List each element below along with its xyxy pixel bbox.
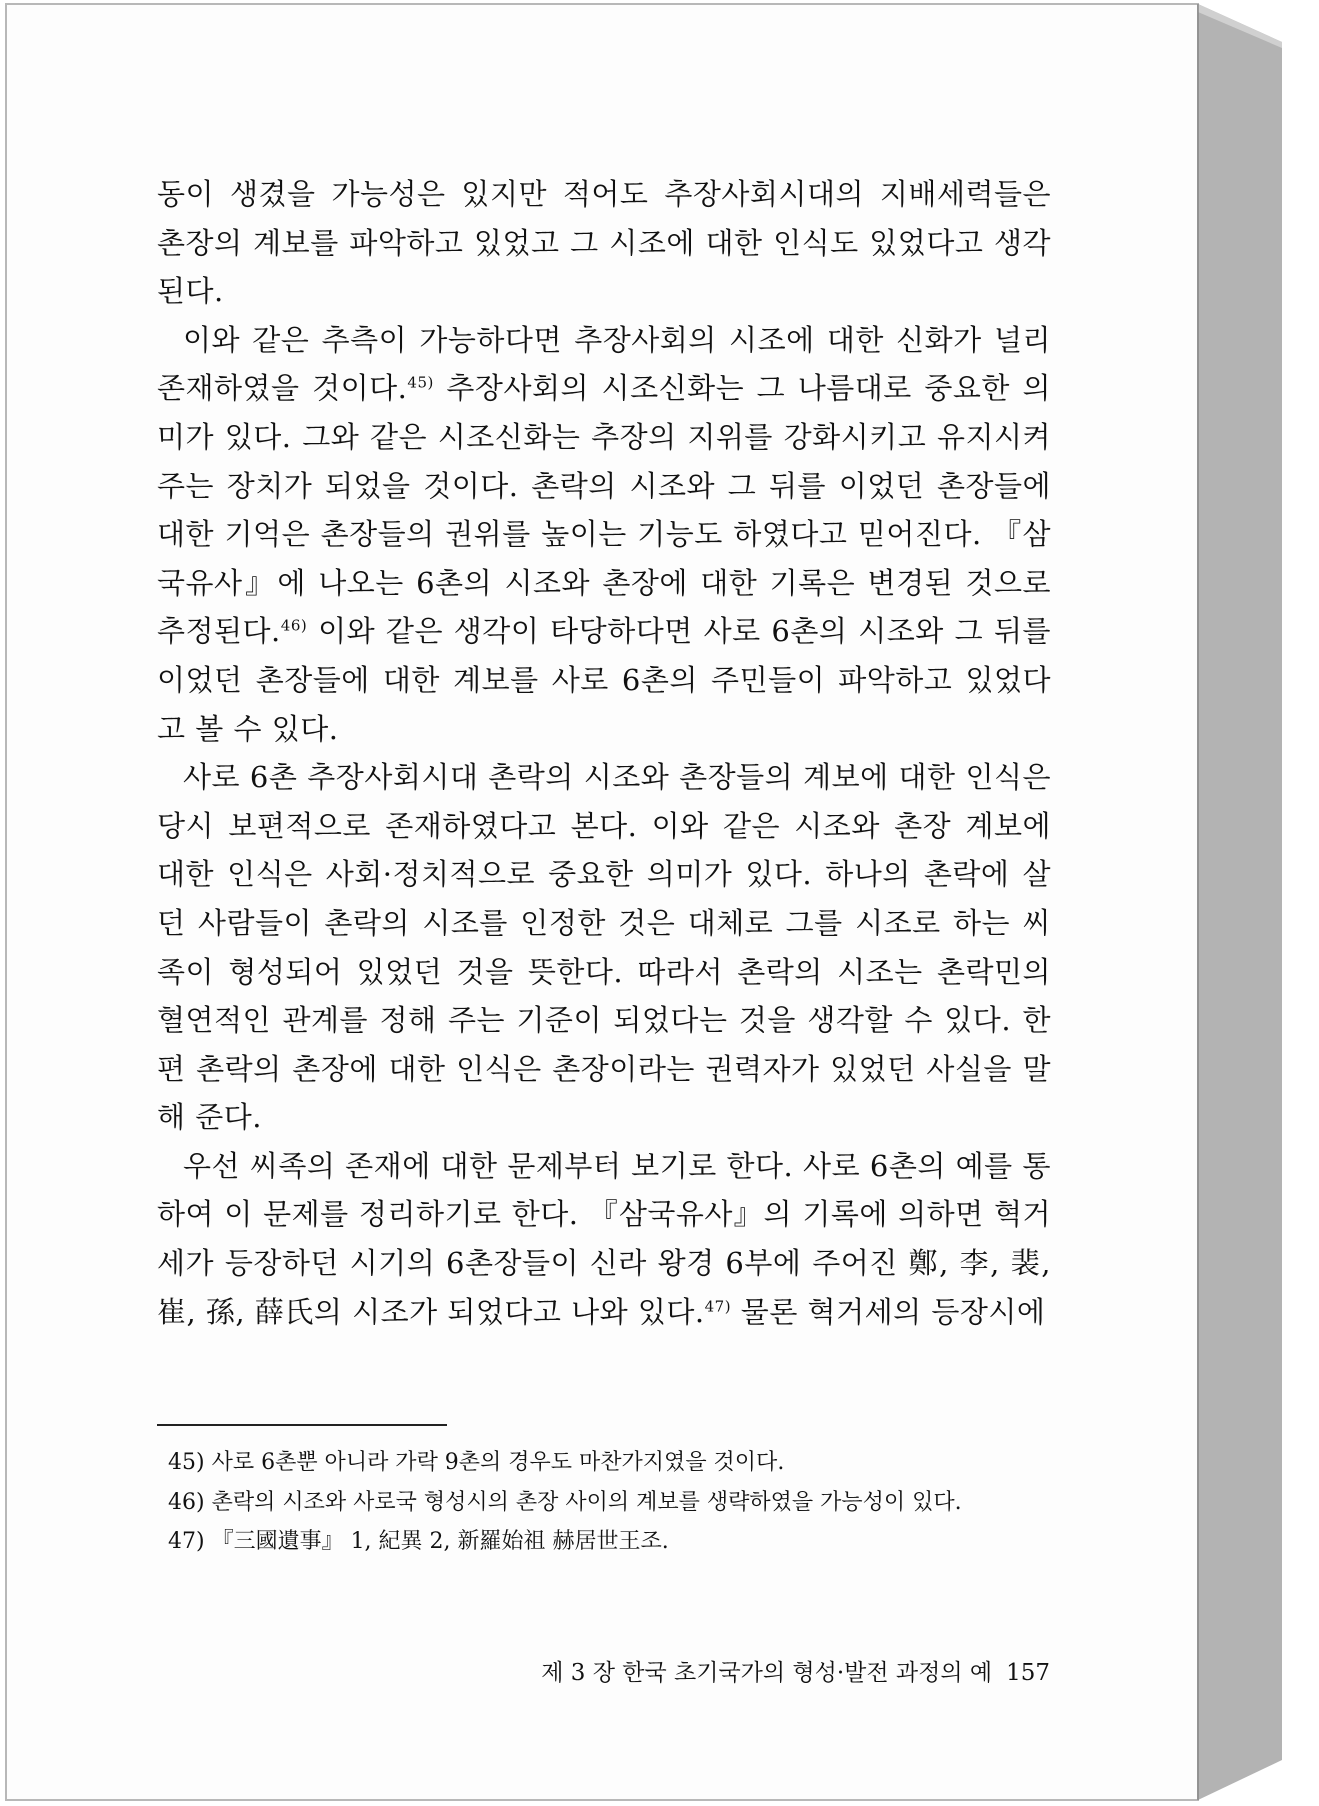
footnotes: [168, 1443, 1058, 1562]
paragraph-2-text-a: 이와 같은 추측이 가능하다면 추장사회의 시조에 대한 신화가 널리 존재하였을 것이다.: [157, 322, 1051, 406]
paragraph-1-text: 동이 생겼을 가능성은 있지만 적어도 추장사회시대의 지배세력들은 촌장의 계보를 파악하고 있었고 그 시조에 대한 인식도 있었다고 생각된다.: [157, 177, 1051, 309]
paragraph-3: [157, 753, 1051, 1142]
paragraph-3-text: 사로 6촌 추장사회시대 촌락의 시조와 촌장들의 계보에 대한 인식은 당시 보편적으로 존재하였다고 본다. 이와 같은 시조와 촌장 계보에 대한 인식은 사회·정치적으로 중요한 의미가 있다. 하나의 촌락에 살던 사람들이 촌락의 시조를 인정한 것은 대체로 그를 시조로 하는 씨족이 형성되어 있었던 것을 뜻한다. 따라서 촌락의 시조는 촌락민의 혈연적인 관계를 정해 주는 기준이 되었다는 것을 생각할 수 있다. 한편 촌락의 촌장에 대한 인식은 촌장이라는 권력자가 있었던 사실을 말해 준다.: [157, 760, 1051, 1135]
paragraph-4: [157, 1142, 1051, 1336]
running-footer: [490, 1654, 1050, 1687]
paragraph-4-text-b: 물론 혁거세의 등장시에: [731, 1294, 1046, 1329]
footnote-46: 46) 촌락의 시조와 사로국 형성시의 촌장 사이의 계보를 생략하였을 가능성이 있다.: [168, 1489, 962, 1515]
paragraph-1: [157, 170, 1051, 316]
body-text: [157, 170, 1051, 1336]
footnote-47: 47) 『三國遺事』 1, 紀異 2, 新羅始祖 赫居世王조.: [168, 1529, 669, 1554]
footnote-ref-47: 47): [704, 1297, 732, 1315]
running-title: 제 3 장 한국 초기국가의 형성·발전 과정의 예: [541, 1660, 993, 1686]
footnote-45: 45) 사로 6촌뿐 아니라 가락 9촌의 경우도 마찬가지였을 것이다.: [168, 1450, 785, 1475]
paragraph-2-text-b: 추장사회의 시조신화는 그 나름대로 중요한 의미가 있다. 그와 같은 시조신화는 추장의 지위를 강화시키고 유지시켜 주는 장치가 되었을 것이다. 촌락의 시조와 그 뒤를 이었던 촌장들에 대한 기억은 촌장들의 권위를 높이는 기능도 하였다고 믿어진다. 『삼국유사』에 나오는 6촌의 시조와 촌장에 대한 기록은 변경된 것으로 추정된다.: [157, 371, 1051, 649]
paragraph-2: [157, 316, 1051, 753]
footnote-ref-45: 45): [407, 373, 434, 392]
footnote-divider: [157, 1424, 447, 1426]
page-number: 157: [1006, 1660, 1050, 1686]
footnote-ref-46: 46): [280, 616, 308, 635]
paragraph-4-text-a: 우선 씨족의 존재에 대한 문제부터 보기로 한다. 사로 6촌의 예를 통하여 이 문제를 정리하기로 한다. 『삼국유사』의 기록에 의하면 혁거세가 등장하던 시기의 6촌장들이 신라 왕경 6부에 주어진 鄭, 李, 裴, 崔, 孫, 薛氏의 시조가 되었다고 나와 있다.: [157, 1148, 1051, 1329]
paragraph-2-text-c: 이와 같은 생각이 타당하다면 사로 6촌의 시조와 그 뒤를 이었던 촌장들에 대한 계보를 사로 6촌의 주민들이 파악하고 있었다고 볼 수 있다.: [157, 614, 1051, 746]
